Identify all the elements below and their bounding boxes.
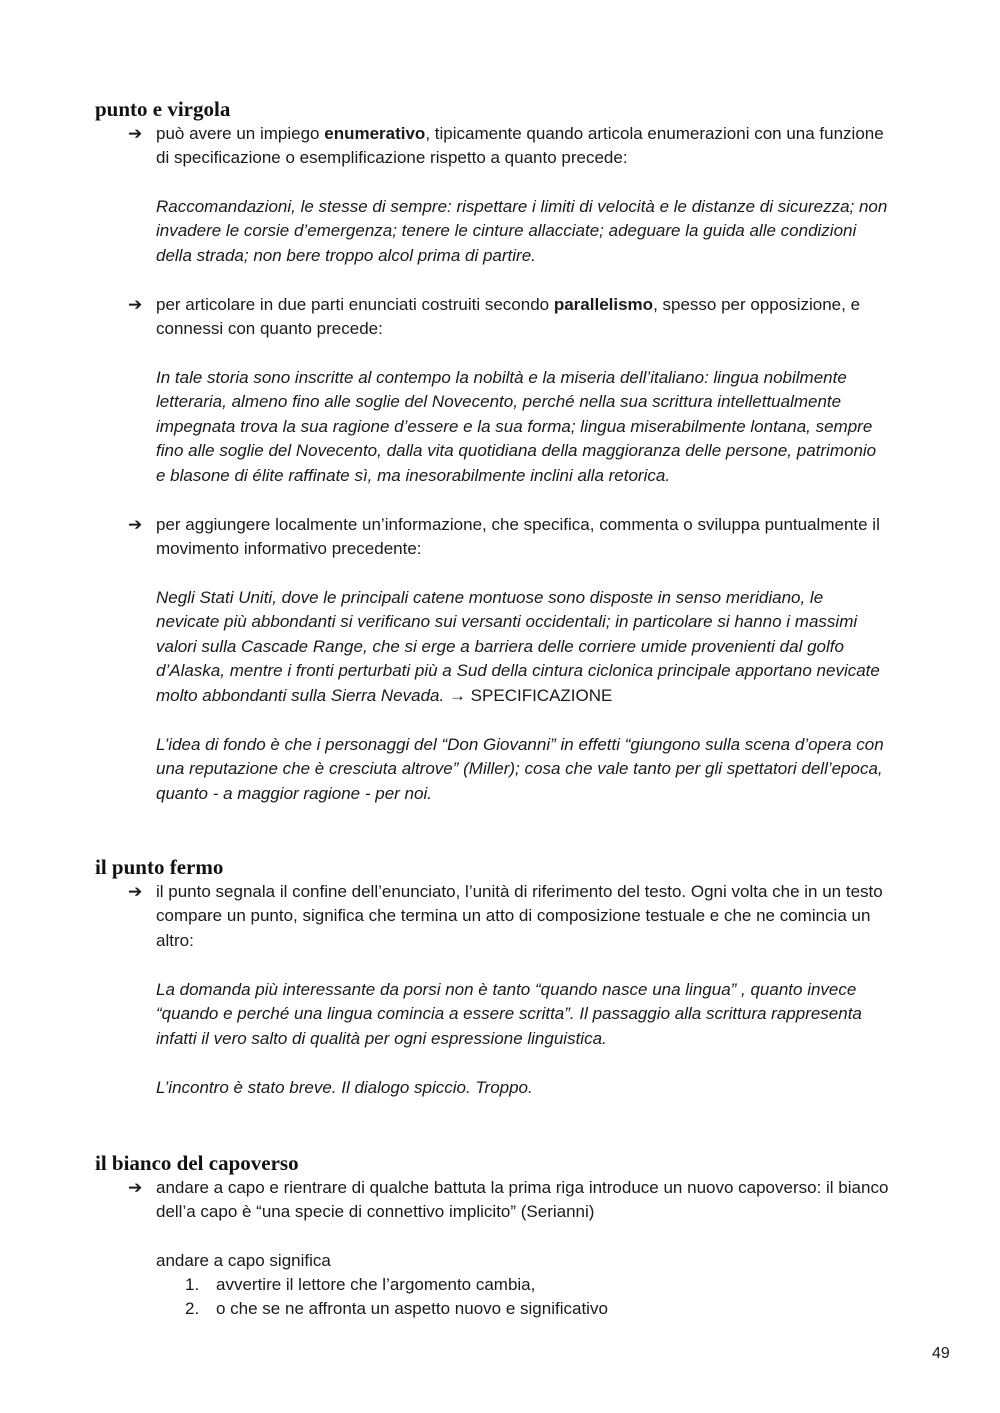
example-line: fino alle soglie del Novecento, dalla vita quotidiana della maggioranza delle persone, patrimonio — [156, 441, 877, 461]
page-number: 49 — [932, 1345, 950, 1362]
text-line: altro: — [156, 930, 194, 950]
arrow-bullet-icon: ➔ — [128, 1178, 143, 1197]
example-line: molto abbondanti sulla Sierra Nevada. → SPECIFICAZIONE — [156, 685, 613, 705]
example-line: quanto - a maggior ragione - per noi. — [156, 783, 432, 803]
example-line: impegnata trova la sua ragione d’essere e la sua forma; lingua miserabilmente lontana, sempre — [156, 416, 873, 436]
text-line: per articolare in due parti enunciati costruiti secondo parallelismo, spesso per opposizione, e — [156, 295, 861, 314]
example-line: una reputazione che è cresciuta altrove” (Miller); cosa che vale tanto per gli spettatori dell’epoca, — [156, 759, 883, 779]
list-number: 1. — [185, 1275, 200, 1294]
list-item: avvertire il lettore che l’argomento cambia, — [216, 1275, 536, 1294]
example-line: Negli Stati Uniti, dove le principali catene montuose sono disposte in senso meridiano, le — [156, 588, 824, 607]
heading-punto-e-virgola: punto e virgola — [95, 97, 231, 121]
text-line: movimento informativo precedente: — [156, 539, 422, 559]
arrow-bullet-icon: ➔ — [128, 882, 143, 901]
text-line: compare un punto, significa che termina un atto di composizione testuale e che ne comincia un — [156, 906, 871, 926]
example-line: “quando e perché una lingua comincia a essere scritta”. Il passaggio alla scrittura rappresenta — [156, 1004, 862, 1024]
list-item: o che se ne affronta un aspetto nuovo e significativo — [216, 1299, 608, 1319]
example-line: invadere le corsie d’emergenza; tenere le cinture allacciate; adeguare la guida alle condizioni — [156, 221, 857, 241]
example-line: della strada; non bere troppo alcol prima di partire. — [156, 245, 536, 265]
arrow-bullet-icon: ➔ — [128, 515, 143, 534]
example-line: L’idea di fondo è che i personaggi del “Don Giovanni” in effetti “giungono sulla scena d’opera con — [156, 735, 884, 754]
example-line: La domanda più interessante da porsi non è tanto “quando nasce una lingua” , quanto invece — [156, 980, 857, 999]
text-line: può avere un impiego enumerativo, tipicamente quando articola enumerazioni con una funzione — [156, 124, 884, 143]
text-line: il punto segnala il confine dell’enunciato, l’unità di riferimento del testo. Ogni volta che in un testo — [156, 882, 883, 901]
example-line: Raccomandazioni, le stesse di sempre: rispettare i limiti di velocità e le distanze di sicurezza; non — [156, 197, 888, 216]
text-line: andare a capo significa — [156, 1251, 331, 1270]
example-line: valori sulla Cascade Range, che si erge a barriera delle corriere umide provenienti dal golfo — [156, 636, 844, 656]
example-line: In tale storia sono inscritte al contempo la nobiltà e la miseria dell’italiano: lingua nobilmente — [156, 368, 847, 387]
heading-punto-fermo: il punto fermo — [95, 855, 224, 879]
example-line: e blasone di élite raffinate sì, ma inesorabilmente inclini alla retorica. — [156, 465, 671, 485]
specificazione-tag: → SPECIFICAZIONE — [444, 685, 613, 705]
list-number: 2. — [185, 1299, 200, 1319]
text-line: connessi con quanto precede: — [156, 319, 383, 339]
text-line: di specificazione o esemplificazione rispetto a quanto precede: — [156, 148, 628, 168]
text-line: per aggiungere localmente un’informazione, che specifica, commenta o sviluppa puntualmente il — [156, 515, 880, 534]
example-line: d’Alaska, mentre i fronti perturbati più a Sud della cintura ciclonica principale apportano nevicate — [156, 661, 880, 681]
arrow-bullet-icon: ➔ — [128, 124, 143, 143]
text-line: dell’a capo è “una specie di connettivo implicito” (Serianni) — [156, 1202, 595, 1222]
heading-bianco-del-capoverso: il bianco del capoverso — [95, 1151, 299, 1175]
example-line: nevicate più abbondanti si verificano sui versanti occidentali; in particolare si hanno i massimi — [156, 612, 858, 632]
example-line: L’incontro è stato breve. Il dialogo spiccio. Troppo. — [156, 1078, 533, 1097]
text-line: andare a capo e rientrare di qualche battuta la prima riga introduce un nuovo capoverso: il bianco — [156, 1178, 889, 1197]
example-line: infatti il vero salto di qualità per ogni espressione linguistica. — [156, 1028, 607, 1048]
keyword-bold: parallelismo — [553, 295, 654, 314]
example-line: letteraria, almeno fino alle soglie del Novecento, perché nella sua scrittura intellettualmente — [156, 392, 842, 412]
arrow-bullet-icon: ➔ — [128, 295, 143, 314]
keyword-bold: enumerativo — [324, 124, 426, 143]
